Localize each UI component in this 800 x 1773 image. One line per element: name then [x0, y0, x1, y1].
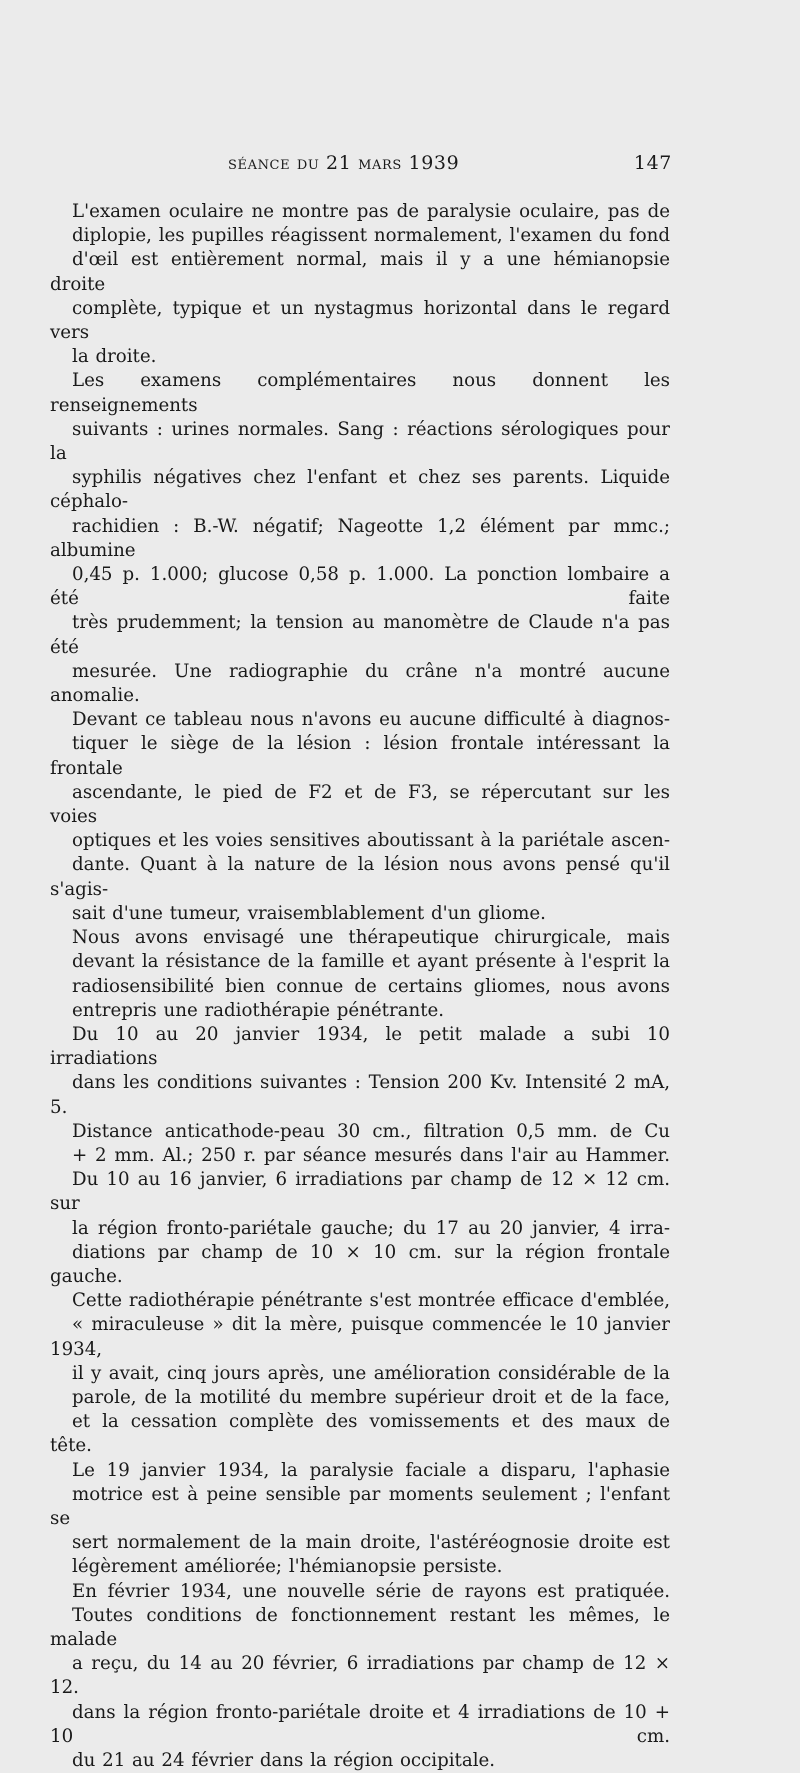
paragraph-february-series: [50, 1580, 670, 1773]
text-line: L'examen oculaire ne montre pas de paralysie oculaire, pas de: [72, 201, 670, 222]
text-line: il y avait, cinq jours après, une amélioration considérable de la: [72, 1362, 670, 1384]
text-line: Nous avons envisagé une thérapeutique chirurgicale, mais: [72, 927, 670, 949]
text-line: optiques et les voies sensitives aboutissant à la pariétale ascen-: [72, 830, 670, 852]
running-title: séance du 21 mars 1939: [228, 152, 460, 174]
text-line: Les examens complémentaires nous donnent les renseignements: [50, 370, 670, 416]
text-line: diations par champ de 10 × 10 cm. sur la région frontale gauche.: [50, 1241, 670, 1287]
text-line: et la cessation complète des vomissements et des maux de tête.: [50, 1411, 670, 1457]
text-line: 0,45 p. 1.000; glucose 0,58 p. 1.000. La ponction lombaire a été faite: [50, 564, 670, 610]
paragraph-progress: [50, 1459, 670, 1580]
text-line: En février 1934, une nouvelle série de rayons est pratiquée.: [72, 1580, 670, 1602]
page-header: [50, 150, 670, 184]
text-line: dans les conditions suivantes : Tension 200 Kv. Intensité 2 mA, 5.: [50, 1072, 670, 1118]
text-line: entrepris une radiothérapie pénétrante.: [72, 999, 445, 1021]
text-line: syphilis négatives chez l'enfant et chez ses parents. Liquide céphalo-: [50, 467, 670, 513]
book-page: [50, 150, 670, 1773]
text-line: rachidien : B.-W. négatif; Nageotte 1,2 élément par mmc.; albumine: [50, 515, 670, 561]
text-line: la droite.: [72, 346, 157, 368]
text-line: ascendante, le pied de F2 et de F3, se répercutant sur les voies: [50, 781, 670, 828]
text-line: complète, typique et un nystagmus horizontal dans le regard vers: [50, 297, 670, 344]
body-text: [50, 200, 670, 1773]
text-line: a reçu, du 14 au 20 février, 6 irradiations par champ de 12 × 12.: [50, 1653, 670, 1699]
text-line: Toutes conditions de fonctionnement restant les mêmes, le malade: [50, 1604, 670, 1650]
text-line: Le 19 janvier 1934, la paralysie faciale a disparu, l'aphasie: [72, 1459, 670, 1481]
text-line: Cette radiothérapie pénétrante s'est montrée efficace d'emblée,: [72, 1290, 670, 1312]
paragraph-irradiation-january: [50, 1023, 670, 1289]
text-line: suivants : urines normales. Sang : réactions sérologiques pour la: [50, 418, 670, 465]
text-line: parole, de la motilité du membre supérieur droit et de la face,: [72, 1386, 670, 1408]
text-line: Devant ce tableau nous n'avons eu aucune difficulté à diagnos-: [72, 709, 670, 731]
text-line: motrice est à peine sensible par moments seulement ; l'enfant se: [50, 1483, 670, 1529]
text-line: dante. Quant à la nature de la lésion nous avons pensé qu'il s'agis-: [50, 854, 670, 900]
text-line: devant la résistance de la famille et ayant présente à l'esprit la: [72, 951, 670, 973]
paragraph-efficacy: [50, 1289, 670, 1458]
paragraph-diagnosis: [50, 708, 670, 926]
paragraph-complementary-exams: [50, 369, 670, 708]
text-line: du 21 au 24 février dans la région occipitale.: [72, 1750, 496, 1771]
text-line: très prudemment; la tension au manomètre de Claude n'a pas été: [50, 612, 670, 658]
page-number: 147: [633, 152, 672, 174]
paragraph-ocular-exam: [50, 200, 670, 369]
text-line: mesurée. Une radiographie du crâne n'a montré aucune anomalie.: [50, 660, 670, 707]
text-line: + 2 mm. Al.; 250 r. par séance mesurés dans l'air au Hammer.: [72, 1144, 670, 1166]
text-line: tiquer le siège de la lésion : lésion frontale intéressant la frontale: [50, 733, 670, 779]
text-line: diplopie, les pupilles réagissent normalement, l'examen du fond: [72, 225, 670, 247]
text-line: sait d'une tumeur, vraisemblablement d'un gliome.: [72, 902, 546, 924]
text-line: « miraculeuse » dit la mère, puisque commencée le 10 janvier 1934,: [50, 1314, 670, 1360]
text-line: la région fronto-pariétale gauche; du 17 au 20 janvier, 4 irra-: [72, 1217, 670, 1239]
text-line: légèrement améliorée; l'hémianopsie persiste.: [72, 1556, 503, 1578]
text-line: sert normalement de la main droite, l'astéréognosie droite est: [72, 1532, 670, 1554]
text-line: dans la région fronto-pariétale droite et 4 irradiations de 10 + 10 cm.: [50, 1701, 670, 1747]
text-line: Du 10 au 20 janvier 1934, le petit malade a subi 10 irradiations: [50, 1023, 670, 1070]
text-line: d'œil est entièrement normal, mais il y a une hémianopsie droite: [50, 249, 670, 295]
text-line: radiosensibilité bien connue de certains gliomes, nous avons: [72, 975, 670, 997]
text-line: Du 10 au 16 janvier, 6 irradiations par champ de 12 × 12 cm. sur: [50, 1169, 670, 1215]
text-line: Distance anticathode-peau 30 cm., filtration 0,5 mm. de Cu: [72, 1120, 670, 1142]
paragraph-therapy: [50, 926, 670, 1023]
